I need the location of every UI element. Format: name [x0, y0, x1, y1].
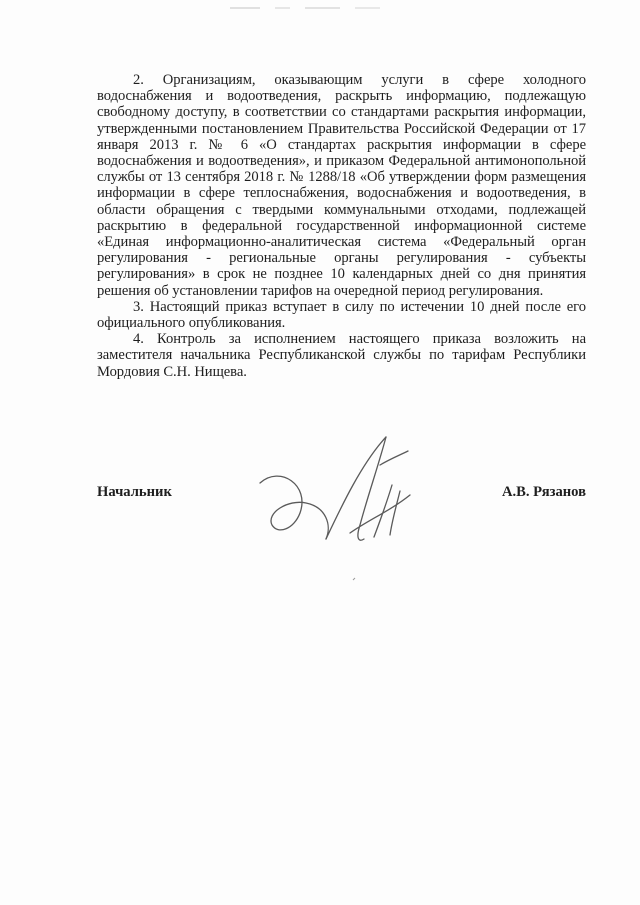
document-body — [97, 72, 586, 380]
signature-block — [97, 484, 586, 504]
scan-speck — [352, 577, 356, 581]
scan-header-artifact — [230, 6, 380, 10]
paragraph-3: 3. Настоящий приказ вступает в силу по истечении 10 дней после его официального опубликования. — [97, 298, 586, 332]
signatory-title: Начальник — [97, 484, 172, 500]
paragraph-4: 4. Контроль за исполнением настоящего приказа возложить на заместителя начальника Республиканской службы по тарифам Республики Мордовия С.Н. Нищева. — [97, 331, 586, 380]
paragraph-2: 2. Организациям, оказывающим услуги в сфере холодного водоснабжения и водоотведения, раскрыть информацию, подлежащую свободному доступу, в соответствии со стандартами раскрытия информации, утвержденными постановлением Правительства Российской Федерации от 17 января 2013 г. № 6 «О стандартах раскрытия информации в сфере водоснабжения и водоотведения», и приказом Федеральной антимонопольной службы от 13 сентября 2018 г. № 1288/18 «Об утверждении форм размещения информации в сфере теплоснабжения, водоснабжения и водоотведения, в области обращения с твердыми коммунальными отходами, подлежащей раскрытию в федеральной государственной информационной системе «Единая информационно-аналитическая система «Федеральный орган регулирования - региональные органы регулирования - субъекты регулирования» в срок не позднее 10 календарных дней со дня принятия решения об установлении тарифов на очередной период регулирования. — [97, 72, 586, 299]
signatory-name: А.В. Рязанов — [501, 484, 586, 500]
